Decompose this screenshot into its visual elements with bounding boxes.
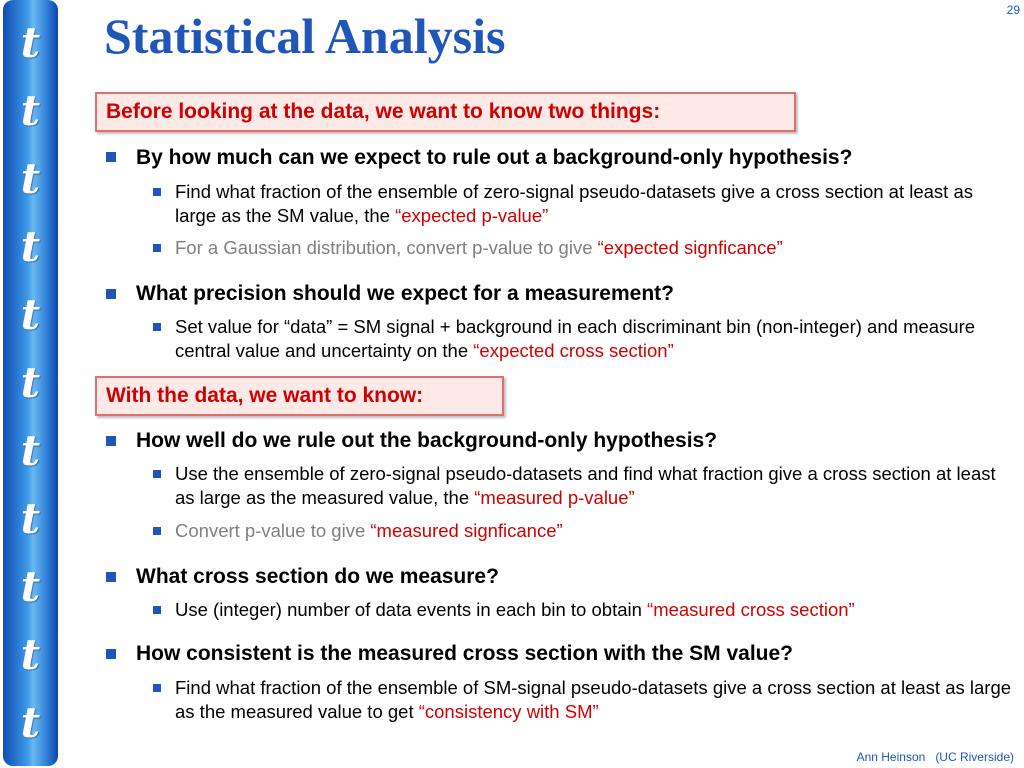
question-measured-exclusion: How well do we rule out the background-only hypothesis? bbox=[136, 429, 718, 452]
highlight-term: “consistency with SM” bbox=[418, 701, 599, 722]
item-measured-p-value bbox=[175, 462, 1015, 510]
sidebar-t-glyph: t bbox=[20, 562, 41, 611]
item-consistency-with-sm bbox=[175, 676, 1015, 724]
bullet-square-icon bbox=[106, 649, 116, 659]
item-text: Set value for “data” = SM signal + background in each discriminant bin (non-integer) and measure central value and uncertainty on the bbox=[175, 316, 976, 361]
item-text: For a Gaussian distribution, convert p-value to give bbox=[175, 237, 598, 258]
sidebar-t-glyph: t bbox=[20, 290, 41, 339]
item-expected-p-value bbox=[175, 180, 1015, 228]
bullet-square-icon bbox=[106, 289, 116, 299]
footer-affiliation: (UC Riverside) bbox=[935, 750, 1014, 764]
callout-before-data: Before looking at the data, we want to know two things: bbox=[95, 92, 796, 132]
sidebar-t-glyph: t bbox=[20, 426, 41, 475]
sub-bullet-square-icon bbox=[153, 470, 161, 478]
sub-bullet-square-icon bbox=[153, 527, 161, 535]
item-measured-significance bbox=[175, 519, 1015, 543]
sidebar-t-glyph: t bbox=[20, 358, 41, 407]
sub-bullet-square-icon bbox=[153, 684, 161, 692]
item-expected-significance bbox=[175, 236, 1015, 260]
highlight-term: “expected cross section” bbox=[473, 340, 674, 361]
highlight-term: “expected p-value” bbox=[395, 205, 549, 226]
item-text: Convert p-value to give bbox=[175, 520, 371, 541]
sub-bullet-square-icon bbox=[153, 188, 161, 196]
question-expected-precision: What precision should we expect for a measurement? bbox=[136, 282, 674, 305]
sidebar-t-glyph: t bbox=[20, 630, 41, 679]
sidebar-t-glyph: t bbox=[20, 698, 41, 747]
highlight-term: “measured signficance” bbox=[370, 520, 563, 541]
highlight-term: “expected signficance” bbox=[597, 237, 783, 258]
callout-with-data: With the data, we want to know: bbox=[95, 376, 504, 416]
sidebar-t-glyph: t bbox=[20, 154, 41, 203]
footer-author: Ann Heinson bbox=[856, 750, 926, 764]
item-text: Use (integer) number of data events in each bin to obtain bbox=[175, 599, 648, 620]
page-number: 29 bbox=[1006, 3, 1020, 17]
highlight-term: “measured cross section” bbox=[647, 599, 855, 620]
sub-bullet-square-icon bbox=[153, 323, 161, 331]
item-text: Find what fraction of the ensemble of zero-signal pseudo-datasets give a cross section at least as large as the SM value, the bbox=[175, 181, 973, 226]
bullet-square-icon bbox=[106, 436, 116, 446]
sidebar-t-glyph: t bbox=[20, 86, 41, 135]
sidebar-decoration bbox=[3, 0, 58, 766]
item-expected-cross-section bbox=[175, 315, 1015, 363]
footer-credit bbox=[857, 750, 1014, 764]
slide-title: Statistical Analysis bbox=[104, 8, 506, 64]
sub-bullet-square-icon bbox=[153, 244, 161, 252]
sub-bullet-square-icon bbox=[153, 606, 161, 614]
bullet-square-icon bbox=[106, 572, 116, 582]
item-measured-cross-section bbox=[175, 598, 1015, 622]
sidebar-t-glyph: t bbox=[20, 222, 41, 271]
question-expected-exclusion: By how much can we expect to rule out a background-only hypothesis? bbox=[136, 146, 853, 169]
item-text: Find what fraction of the ensemble of SM-signal pseudo-datasets give a cross section at least as large as the measured value to get bbox=[175, 677, 1012, 722]
highlight-term: “measured p-value” bbox=[474, 487, 635, 508]
question-sm-consistency: How consistent is the measured cross section with the SM value? bbox=[136, 642, 793, 665]
sidebar-t-glyph: t bbox=[20, 494, 41, 543]
question-measured-cross-section: What cross section do we measure? bbox=[136, 565, 499, 588]
item-text: Use the ensemble of zero-signal pseudo-datasets and find what fraction give a cross section at least as large as the measured value, the bbox=[175, 463, 996, 508]
bullet-square-icon bbox=[106, 152, 116, 162]
sidebar-t-glyph: t bbox=[20, 18, 41, 67]
